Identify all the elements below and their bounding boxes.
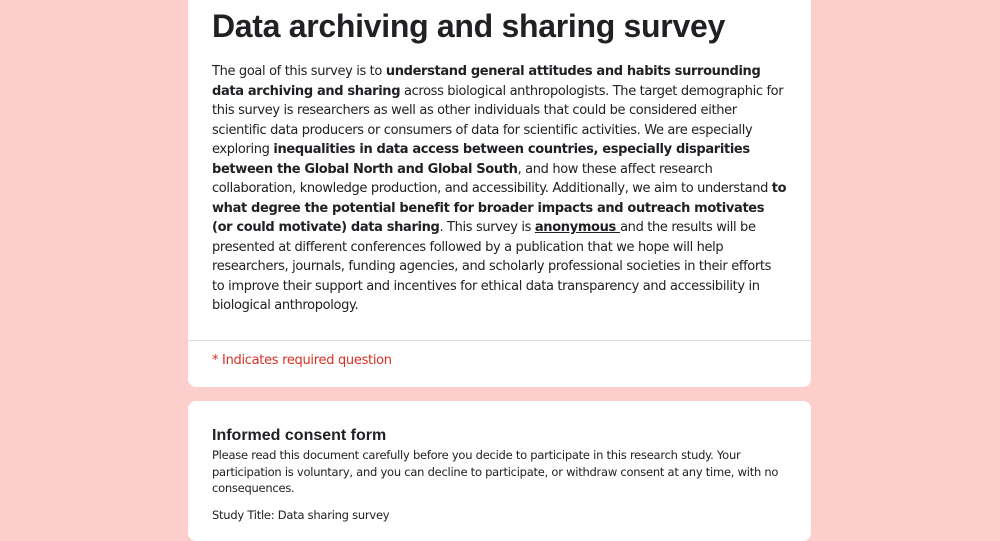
section-description: Please read this document carefully before you decide to participate in this research study. Your participation is voluntary, and you can decline to participate, or withdraw consent at any time, with no consequences. <box>212 448 779 495</box>
description-segment: and the results will be presented at different conferences followed by a publication that we hope will help researchers, journals, funding agencies, and scholarly professional societies in their efforts to improve their support and incentives for ethical data transparency and accessibility in biological anthropology. <box>212 220 772 313</box>
description-segment: , and how these affect research collaboration, knowledge production, and accessibility. Additionally, we aim to understand <box>212 161 772 196</box>
description-segment: The goal of this survey is to <box>212 64 386 79</box>
description-segment: . This survey is <box>439 220 535 235</box>
header-divider <box>188 340 811 341</box>
form-header-card <box>188 0 811 387</box>
description-segment: anonymous <box>534 220 621 235</box>
section-title: Informed consent form <box>212 427 387 444</box>
description-segment: understand general attitudes and habits surrounding data archiving and sharing <box>212 64 761 99</box>
form-description <box>212 62 787 316</box>
description-segment: to what degree the potential benefit for broader impacts and outreach motivates (or could motivate) data sharing <box>212 181 787 235</box>
form-title: Data archiving and sharing survey <box>212 8 725 44</box>
description-segment: across biological anthropologists. The target demographic for this survey is researchers as well as other individuals that could be considered either scientific data producers or consumers of data for scientific activities. We are especially exploring <box>212 83 784 157</box>
consent-section-card <box>188 401 811 541</box>
description-segment: inequalities in data access between countries, especially disparities between the Global North and Global South <box>212 142 750 177</box>
study-title-text: Study Title: Data sharing survey <box>212 508 390 522</box>
required-question-note: * Indicates required question <box>212 353 392 368</box>
